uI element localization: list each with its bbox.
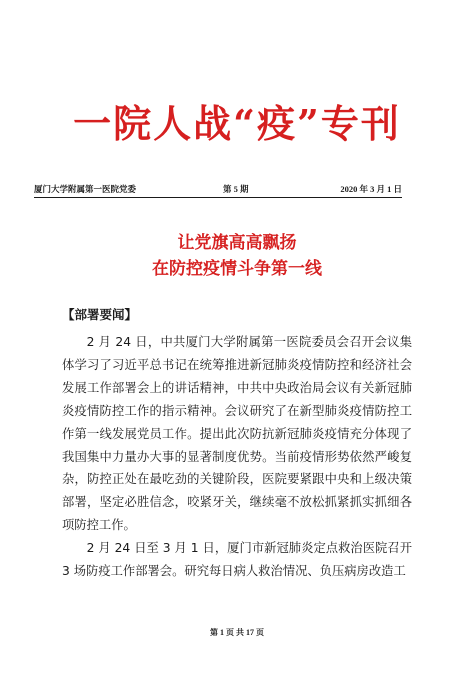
page-footer: 第 1 页 共 17 页 xyxy=(210,628,264,637)
header-divider xyxy=(34,197,402,198)
issue-date: 2020 年 3 月 1 日 xyxy=(340,184,402,194)
section-label: 【部署要闻】 xyxy=(62,307,138,322)
article-title xyxy=(0,230,474,282)
issue-meta-row xyxy=(34,183,402,197)
publisher: 厦门大学附属第一医院党委 xyxy=(34,184,137,194)
paragraph-1: 2 月 24 日，中共厦门大学附属第一医院委员会召开会议集体学习了习近平总书记在统筹推进新冠肺炎疫情防控和经济社会发展工作部署会上的讲话精神，中共中央政治局会议有关新冠肺炎疫情防控工作的指示精神。会议研究了在新型肺炎疫情防控工作第一线发展党员工作。提出此次防抗新冠肺炎疫情充分体现了我国集中力量办大事的显著制度优势。当前疫情形势依然严峻复杂，防控正处在最吃劲的关键阶段，医院要紧跟中央和上级决策部署，坚定必胜信念，咬紧牙关，继续毫不放松抓紧抓实抓细各项防控工作。 xyxy=(62,335,412,533)
article-body xyxy=(62,331,412,583)
article-title-line-2: 在防控疫情斗争第一线 xyxy=(152,259,322,279)
masthead-title: 一院人战“疫”专刊 xyxy=(73,101,401,146)
paragraph-2: 2 月 24 日至 3 月 1 日，厦门市新冠肺炎定点救治医院召开 3 场防疫工作部署会。研究每日病人救治情况、负压病房改造工 xyxy=(62,541,412,579)
issue-number: 第 5 期 xyxy=(223,184,249,194)
article-title-line-1: 让党旗高高飘扬 xyxy=(177,233,297,253)
